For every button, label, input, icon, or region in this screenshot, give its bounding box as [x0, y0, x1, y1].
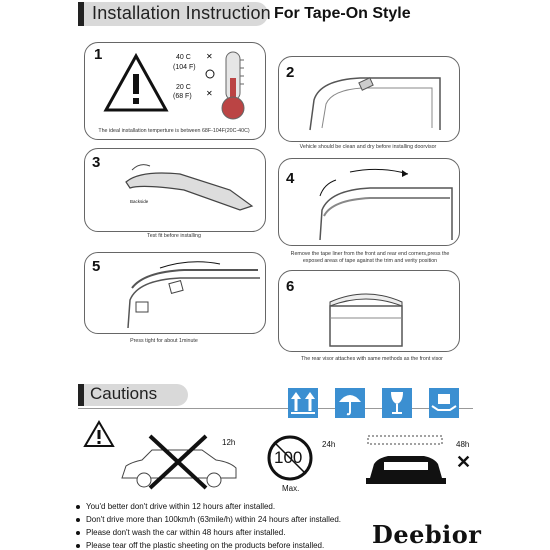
rear-visor-illustration: [328, 284, 404, 348]
step-1-caption: The ideal installation temperture is between 68F-104F(20C-40C): [98, 128, 250, 134]
caution-item: You'd better don't drive within 12 hours after installed.: [76, 502, 275, 511]
keep-dry-icon: [335, 388, 365, 418]
step-5-number: 5: [92, 258, 101, 275]
warning-icon: [104, 52, 168, 114]
no-wash-cross-icon: ✕: [456, 452, 472, 472]
header-banner-accent: [78, 2, 84, 26]
step-4-caption-line2: exposed areas of tape against the trim and verity position: [302, 258, 438, 264]
step-2-number: 2: [286, 64, 295, 81]
this-way-up-icon: [288, 388, 318, 418]
visor-test-fit-illustration: [120, 160, 260, 224]
caution-warning-icon: [84, 420, 114, 448]
step-5-caption: Press tight for about 1minute: [130, 338, 198, 344]
press-visor-illustration: [120, 258, 260, 328]
temp-high-label: 40 C: [176, 54, 191, 61]
cautions-banner-accent: [78, 384, 84, 406]
page-title: Installation Instruction: [92, 3, 271, 23]
drive-wait-hours: 12h: [222, 438, 236, 447]
thermometer-icon: [204, 48, 254, 122]
step-1-number: 1: [94, 46, 103, 63]
temp-low-f-label: (68 F): [173, 93, 192, 100]
step-6-caption: The rear visor attaches with same methods as the front visor: [301, 356, 443, 362]
speed-wait-hours: 24h: [322, 440, 336, 449]
step-3-caption: Test fit before installing: [147, 233, 201, 239]
handle-with-care-icon: [429, 388, 459, 418]
cautions-divider: [78, 408, 473, 409]
svg-text:✕: ✕: [206, 89, 213, 98]
wash-wait-hours: 48h: [456, 440, 470, 449]
caution-item: Don't drive more than 100km/h (63mile/h) within 24 hours after installed.: [76, 515, 341, 524]
speed-limit-label: Max.: [282, 484, 300, 493]
door-clean-illustration: [300, 70, 450, 134]
step-6-number: 6: [286, 278, 295, 295]
step-2-caption: Vehicle should be clean and dry before installing doorvisor: [299, 144, 437, 150]
step-4-number: 4: [286, 170, 295, 187]
caution-item: Please tear off the plastic sheeting on the products before installed.: [76, 541, 324, 550]
temp-low-label: 20 C: [176, 84, 191, 91]
caution-item: Please don't wash the car within 48 hours after installed.: [76, 528, 285, 537]
tape-liner-illustration: [310, 166, 454, 242]
step-3-number: 3: [92, 154, 101, 171]
svg-text:✕: ✕: [206, 52, 213, 61]
temp-high-f-label: (104 F): [173, 64, 196, 71]
brand-logo: Deebior: [372, 520, 482, 549]
page-subtitle: For Tape-On Style: [274, 5, 411, 22]
step-3-backside-label: Backside: [130, 199, 149, 204]
no-car-wash-icon: [354, 432, 450, 488]
step-4-caption-line1: Remove the tape liner from the front and rear end corners,press the: [290, 251, 450, 257]
cautions-title: Cautions: [90, 384, 158, 403]
speed-limit-value: 100: [274, 448, 303, 467]
fragile-icon: [382, 388, 412, 418]
